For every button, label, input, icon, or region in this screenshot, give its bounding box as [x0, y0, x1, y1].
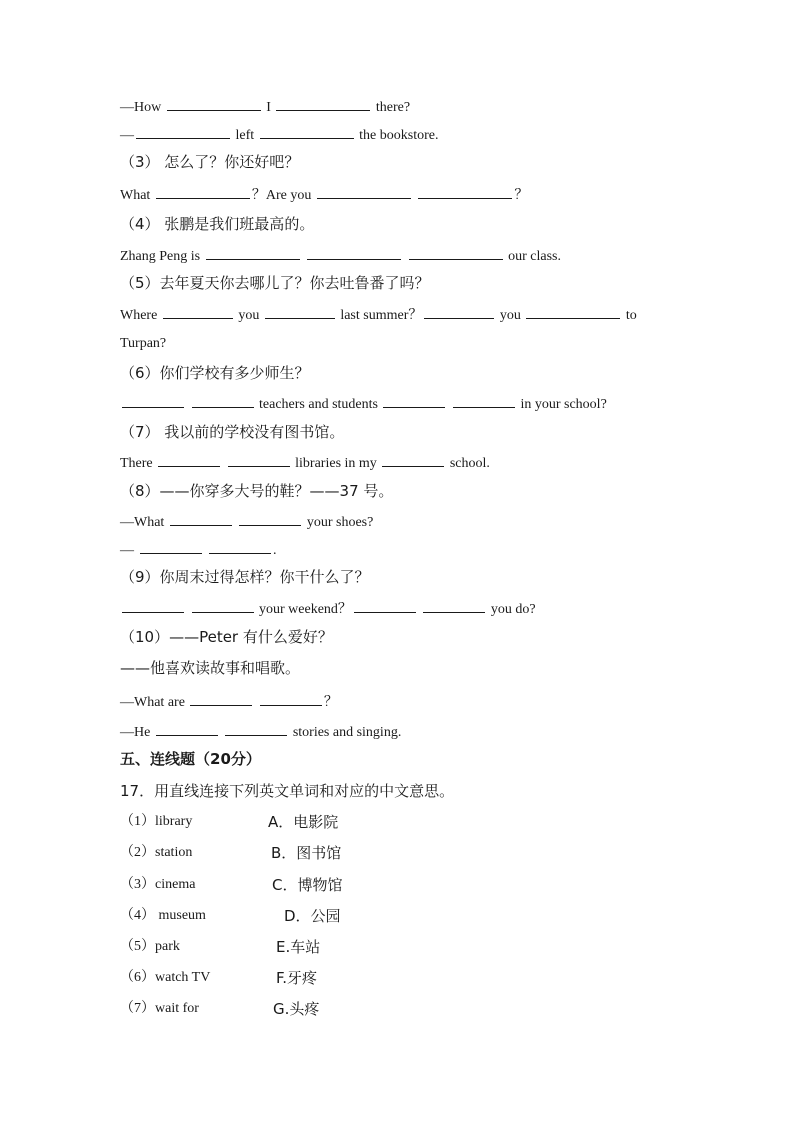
line-text: —	[120, 128, 134, 143]
match-chinese-item: F.牙疼	[276, 969, 317, 987]
match-english-item: （6）watch TV	[120, 970, 211, 985]
line-text	[418, 602, 422, 617]
match-english-item: （1）library	[120, 814, 193, 829]
answer-line	[120, 692, 338, 712]
line-text	[222, 456, 226, 471]
line-text: （4） 张鹏是我们班最高的。	[120, 215, 315, 233]
answer-blank[interactable]	[383, 394, 445, 408]
answer-blank[interactable]	[192, 599, 254, 613]
line-text: （8）——你穿多大号的鞋？——37 号。	[120, 482, 394, 500]
answer-blank[interactable]	[423, 599, 485, 613]
line-text: （7） 我以前的学校没有图书馆。	[120, 423, 345, 441]
answer-blank[interactable]	[276, 97, 370, 111]
line-text: ？	[514, 188, 529, 203]
answer-blank[interactable]	[526, 305, 620, 319]
line-text: Zhang Peng is	[120, 249, 204, 264]
answer-line	[120, 185, 528, 205]
line-text: there?	[372, 100, 411, 115]
section-heading: 五、连线题（20分）	[120, 750, 261, 768]
answer-line	[120, 125, 438, 145]
line-text: （9）你周末过得怎样？你干什么了？	[120, 568, 370, 586]
answer-blank[interactable]	[260, 692, 322, 706]
line-text: —What are	[120, 695, 189, 710]
answer-blank[interactable]	[354, 599, 416, 613]
answer-line	[120, 722, 401, 742]
line-text: —	[120, 543, 138, 558]
answer-blank[interactable]	[424, 305, 494, 319]
answer-blank[interactable]	[418, 185, 512, 199]
match-english-item: （3）cinema	[120, 877, 196, 892]
answer-blank[interactable]	[163, 305, 233, 319]
line-text: the bookstore.	[355, 128, 439, 143]
line-text	[447, 397, 451, 412]
question-prompt	[120, 568, 370, 586]
question-prompt	[120, 215, 314, 233]
match-chinese-item: E.车站	[276, 938, 321, 956]
line-text: Turpan?	[120, 336, 167, 351]
answer-line	[120, 97, 410, 117]
answer-line	[120, 305, 637, 325]
line-text: in your school?	[516, 397, 607, 412]
question-prompt	[120, 659, 300, 677]
match-chinese-item: A．电影院	[268, 813, 339, 831]
question-prompt	[120, 482, 393, 500]
answer-line	[120, 540, 277, 560]
answer-blank[interactable]	[265, 305, 335, 319]
line-text: to	[622, 308, 637, 323]
line-text	[234, 515, 238, 530]
answer-blank[interactable]	[317, 185, 411, 199]
answer-blank[interactable]	[167, 97, 261, 111]
match-chinese-item: B．图书馆	[271, 844, 342, 862]
answer-blank[interactable]	[409, 246, 503, 260]
answer-blank[interactable]	[228, 453, 290, 467]
match-english-item: （5）park	[120, 939, 180, 954]
answer-blank[interactable]	[307, 246, 401, 260]
answer-blank[interactable]	[209, 540, 271, 554]
line-text: .	[273, 543, 277, 558]
line-text: （5）去年夏天你去哪儿了？你去吐鲁番了吗？	[120, 274, 430, 292]
line-text: you	[234, 308, 263, 323]
answer-blank[interactable]	[140, 540, 202, 554]
match-english-item: （2）station	[120, 845, 193, 860]
answer-line	[120, 335, 166, 353]
line-text: libraries in my	[291, 456, 381, 471]
line-text: school.	[446, 456, 490, 471]
answer-line	[120, 453, 490, 473]
answer-blank[interactable]	[122, 394, 184, 408]
line-text	[254, 695, 258, 710]
match-chinese-item: G.头疼	[273, 1000, 320, 1018]
line-text: What	[120, 188, 154, 203]
line-text: left	[232, 128, 258, 143]
match-chinese-item: C．博物馆	[272, 876, 343, 894]
answer-blank[interactable]	[190, 692, 252, 706]
line-text: I	[262, 100, 275, 115]
answer-blank[interactable]	[122, 599, 184, 613]
line-text: teachers and students	[255, 397, 382, 412]
line-text: you	[496, 308, 525, 323]
line-text: ？	[323, 695, 338, 710]
answer-line	[120, 599, 536, 619]
line-text	[186, 397, 190, 412]
line-text: （3） 怎么了？你还好吧？	[120, 153, 300, 171]
line-text: our class.	[504, 249, 561, 264]
question-prompt	[120, 153, 299, 171]
question-prompt	[120, 423, 344, 441]
answer-blank[interactable]	[170, 512, 232, 526]
line-text: Where	[120, 308, 161, 323]
line-text: ——他喜欢读故事和唱歌。	[120, 659, 301, 677]
answer-blank[interactable]	[136, 125, 230, 139]
answer-line	[120, 394, 607, 414]
line-text	[403, 249, 407, 264]
line-text: stories and singing.	[289, 725, 402, 740]
line-text	[220, 725, 224, 740]
answer-line	[120, 512, 373, 532]
line-text: —What	[120, 515, 168, 530]
answer-blank[interactable]	[206, 246, 300, 260]
line-text: （6）你们学校有多少师生？	[120, 364, 310, 382]
line-text: your weekend？	[255, 602, 352, 617]
line-text	[186, 602, 190, 617]
match-english-item: （4） museum	[120, 908, 206, 923]
line-text	[204, 543, 208, 558]
line-text	[413, 188, 417, 203]
match-chinese-item: D．公园	[284, 907, 341, 925]
answer-blank[interactable]	[192, 394, 254, 408]
question-prompt	[120, 628, 333, 646]
answer-blank[interactable]	[260, 125, 354, 139]
match-english-item: （7）wait for	[120, 1001, 199, 1016]
answer-blank[interactable]	[158, 453, 220, 467]
line-text: last summer？	[336, 308, 423, 323]
answer-blank[interactable]	[239, 512, 301, 526]
line-text: —He	[120, 725, 154, 740]
answer-blank[interactable]	[156, 722, 218, 736]
line-text: you do?	[487, 602, 536, 617]
answer-line	[120, 246, 561, 266]
answer-blank[interactable]	[382, 453, 444, 467]
line-text: your shoes?	[303, 515, 374, 530]
line-text	[302, 249, 306, 264]
line-text: （10）——Peter 有什么爱好？	[120, 628, 333, 646]
question-17: 17．用直线连接下列英文单词和对应的中文意思。	[120, 782, 455, 800]
answer-blank[interactable]	[156, 185, 250, 199]
question-prompt	[120, 364, 310, 382]
line-text: —How	[120, 100, 165, 115]
line-text: There	[120, 456, 157, 471]
question-prompt	[120, 274, 430, 292]
line-text: ？Are you	[251, 188, 315, 203]
answer-blank[interactable]	[453, 394, 515, 408]
answer-blank[interactable]	[225, 722, 287, 736]
